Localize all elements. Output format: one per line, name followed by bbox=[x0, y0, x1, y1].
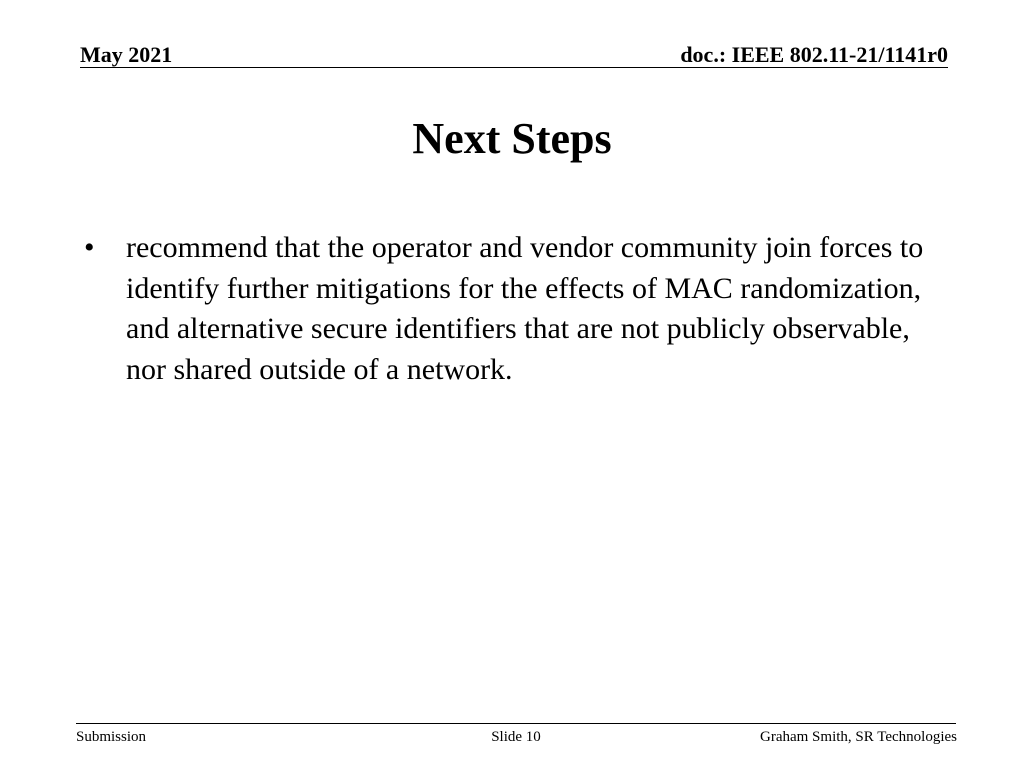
slide-title: Next Steps bbox=[412, 114, 612, 163]
footer-slide-number: Slide 10 bbox=[491, 729, 541, 745]
header-date: May 2021 bbox=[80, 42, 173, 67]
footer-author: Graham Smith, SR Technologies bbox=[760, 729, 957, 745]
slide-body bbox=[84, 228, 954, 390]
bullet-item bbox=[84, 228, 954, 390]
header-doc-id: doc.: IEEE 802.11-21/1141r0 bbox=[680, 42, 948, 67]
header-divider bbox=[80, 67, 948, 68]
bullet-marker: • bbox=[84, 231, 95, 264]
footer-divider bbox=[76, 723, 956, 724]
bullet-text: recommend that the operator and vendor community join forces to identify further mitigations for the effects of MAC randomization, and alternative secure identifiers that are not publicly observable, nor shared outside of a network. bbox=[126, 231, 924, 386]
footer-submission: Submission bbox=[76, 729, 147, 745]
